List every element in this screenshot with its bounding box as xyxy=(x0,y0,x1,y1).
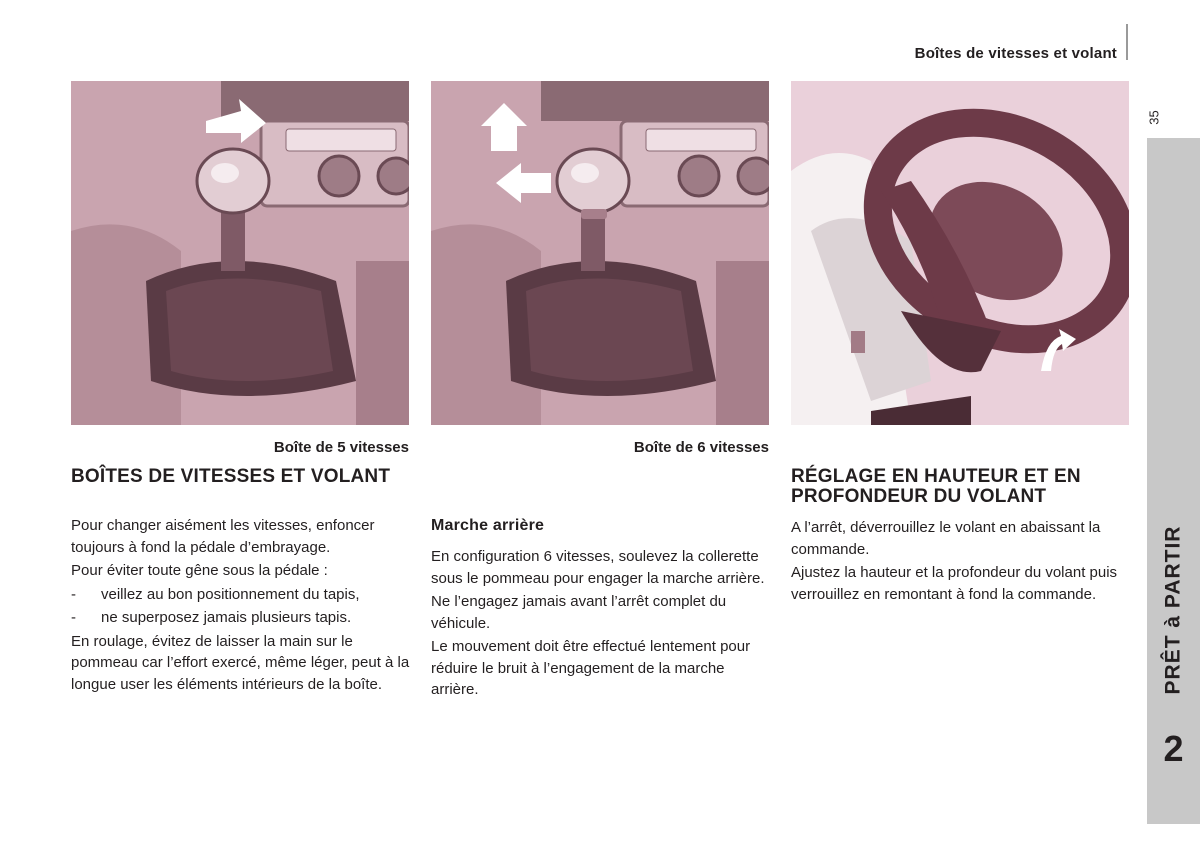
reverse-paragraph-2: Ne l’engagez jamais avant l’arrêt complet du véhicule. xyxy=(431,593,727,632)
figure-caption-6-speed: Boîte de 6 vitesses xyxy=(633,439,769,456)
bullet-text: veillez au bon positionnement du tapis, xyxy=(101,585,360,603)
steering-paragraph-1: A l’arrêt, déverrouillez le volant en abaissant la commande. xyxy=(791,519,1101,558)
chapter-side-tab xyxy=(1147,138,1200,824)
gear-lever-5-illustration xyxy=(71,81,409,425)
section-title-steering-adjustment xyxy=(791,467,1141,507)
bullet-text: ne superposez jamais plusieurs tapis. xyxy=(101,609,352,626)
figure-6-speed-gearbox xyxy=(431,81,769,425)
steering-paragraph-2: Ajustez la hauteur et la profondeur du volant puis verrouillez en remontant à fond la commande. xyxy=(791,564,1118,603)
figure-5-speed-gearbox xyxy=(71,81,409,425)
figure-caption-5-speed: Boîte de 5 vitesses xyxy=(273,439,409,456)
gearbox-text-block xyxy=(71,515,411,697)
subsection-title-reverse-gear: Marche arrière xyxy=(431,517,545,534)
chapter-number: 2 xyxy=(1163,728,1184,769)
chapter-name xyxy=(1147,500,1200,720)
section-title-gearbox: BOÎTES DE VITESSES ET VOLANT xyxy=(71,466,391,487)
steering-wheel-illustration xyxy=(791,81,1129,425)
page-number xyxy=(1144,106,1164,128)
bullet-dash: - xyxy=(71,609,76,626)
running-header-title: Boîtes de vitesses et volant xyxy=(914,45,1117,62)
gearbox-paragraph-1: Pour changer aisément les vitesses, enfoncer toujours à fond la pédale d’embrayage. xyxy=(71,517,375,556)
page-number-text: 35 xyxy=(1146,109,1162,125)
reverse-paragraph-3: Le mouvement doit être effectué lentement pour réduire le bruit à l’engagement de la marche arrière. xyxy=(431,638,751,698)
list-item xyxy=(71,607,411,629)
section-title-line-1: RÉGLAGE EN HAUTEUR ET EN xyxy=(791,466,1081,487)
gear-lever-6-illustration xyxy=(431,81,769,425)
chapter-name-text: PRÊT à PARTIR xyxy=(1161,525,1185,695)
header-divider xyxy=(1126,24,1128,60)
reverse-gear-text-block xyxy=(431,546,776,703)
section-title-line-2: PROFONDEUR DU VOLANT xyxy=(791,486,1047,507)
bullet-dash: - xyxy=(71,585,76,603)
steering-text-block xyxy=(791,517,1136,607)
figure-steering-wheel-adjustment xyxy=(791,81,1129,425)
list-item xyxy=(71,584,411,606)
gearbox-paragraph-3: En roulage, évitez de laisser la main sur le pommeau car l’effort exercé, même léger, peut à la longue user les éléments intérieurs de la boîte. xyxy=(71,632,410,693)
reverse-paragraph-1: En configuration 6 vitesses, soulevez la collerette sous le pommeau pour engager la marche arrière. xyxy=(431,548,765,587)
gearbox-paragraph-2: Pour éviter toute gêne sous la pédale : xyxy=(71,562,328,579)
